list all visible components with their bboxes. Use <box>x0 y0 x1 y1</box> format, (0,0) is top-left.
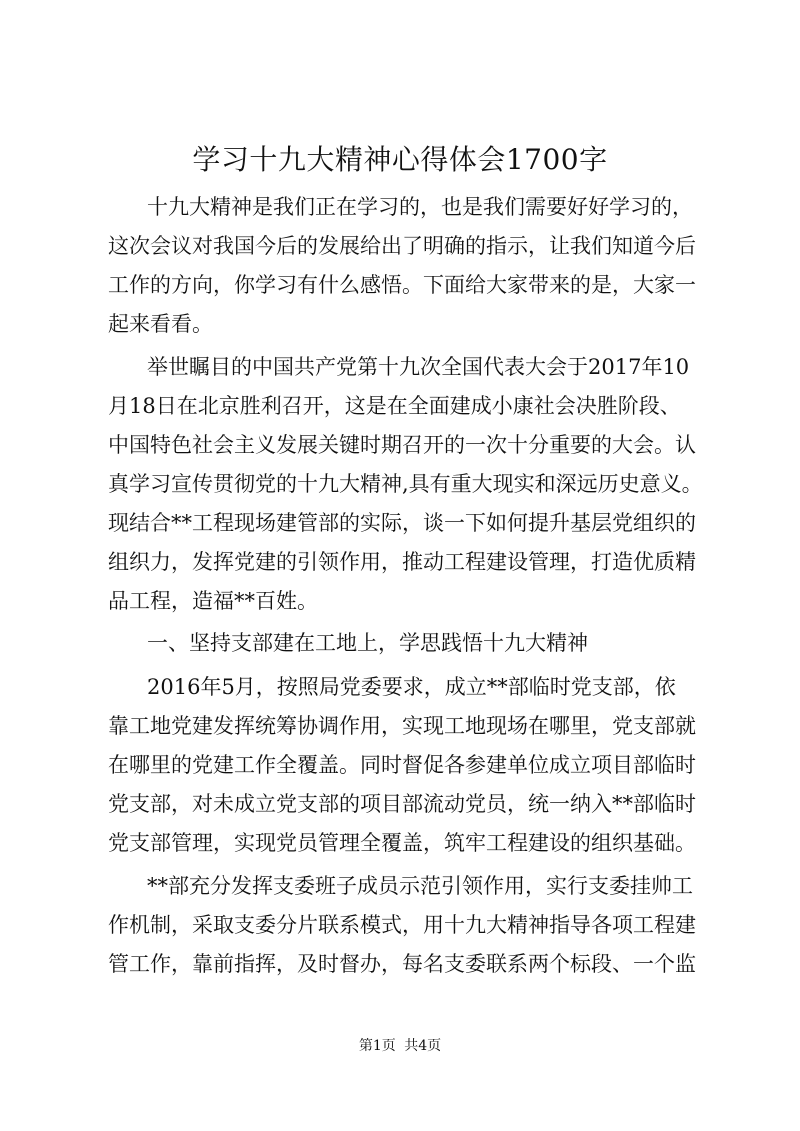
paragraph-line: 党支部管理，实现党员管理全覆盖，筑牢工程建设的组织基础。 <box>108 831 696 855</box>
paragraph-line: 现结合**工程现场建管部的实际，谈一下如何提升基层党组织的 <box>108 511 696 535</box>
paragraph-line: 起来看看。 <box>108 312 213 336</box>
paragraph-line: 作机制，采取支委分片联系模式，用十九大精神指导各项工程建 <box>108 913 696 937</box>
section-heading: 一、坚持支部建在工地上，学思践悟十九大精神 <box>147 631 588 655</box>
paragraph-line: 管工作，靠前指挥，及时督办，每名支委联系两个标段、一个监 <box>108 952 696 976</box>
paragraph-line: 中国特色社会主义发展关键时期召开的一次十分重要的大会。认 <box>108 433 696 457</box>
paragraph-line: 在哪里的党建工作全覆盖。同时督促各参建单位成立项目部临时 <box>108 753 696 777</box>
paragraph-line: 2016年5月，按照局党委要求，成立**部临时党支部，依 <box>147 675 676 699</box>
paragraph-line: 工作的方向，你学习有什么感悟。下面给大家带来的是，大家一 <box>108 273 696 297</box>
paragraph-line: 党支部，对未成立党支部的项目部流动党员，统一纳入**部临时 <box>108 792 696 816</box>
paragraph-line: 靠工地党建发挥统筹协调作用，实现工地现场在哪里，党支部就 <box>108 714 696 738</box>
page-total: 共4页 <box>404 1038 442 1054</box>
paragraph-line: 月18日在北京胜利召开，这是在全面建成小康社会决胜阶段、 <box>108 394 681 418</box>
page-number: 第1页 <box>358 1038 396 1054</box>
paragraph-line: 品工程，造福**百姓。 <box>108 589 318 613</box>
paragraph-line: **部充分发挥支委班子成员示范引领作用，实行支委挂帅工 <box>147 874 693 898</box>
paragraph-line: 十九大精神是我们正在学习的，也是我们需要好好学习的， <box>147 195 693 219</box>
page-footer <box>0 1036 800 1056</box>
paragraph-line: 这次会议对我国今后的发展给出了明确的指示，让我们知道今后 <box>108 234 696 258</box>
paragraph-line: 举世瞩目的中国共产党第十九次全国代表大会于2017年10 <box>147 355 690 379</box>
paragraph-line: 组织力，发挥党建的引领作用，推动工程建设管理，打造优质精 <box>108 550 696 574</box>
paragraph-line: 真学习宣传贯彻党的十九大精神,具有重大现实和深远历史意义。 <box>108 472 703 496</box>
document-title: 学习十九大精神心得体会1700字 <box>192 143 608 176</box>
